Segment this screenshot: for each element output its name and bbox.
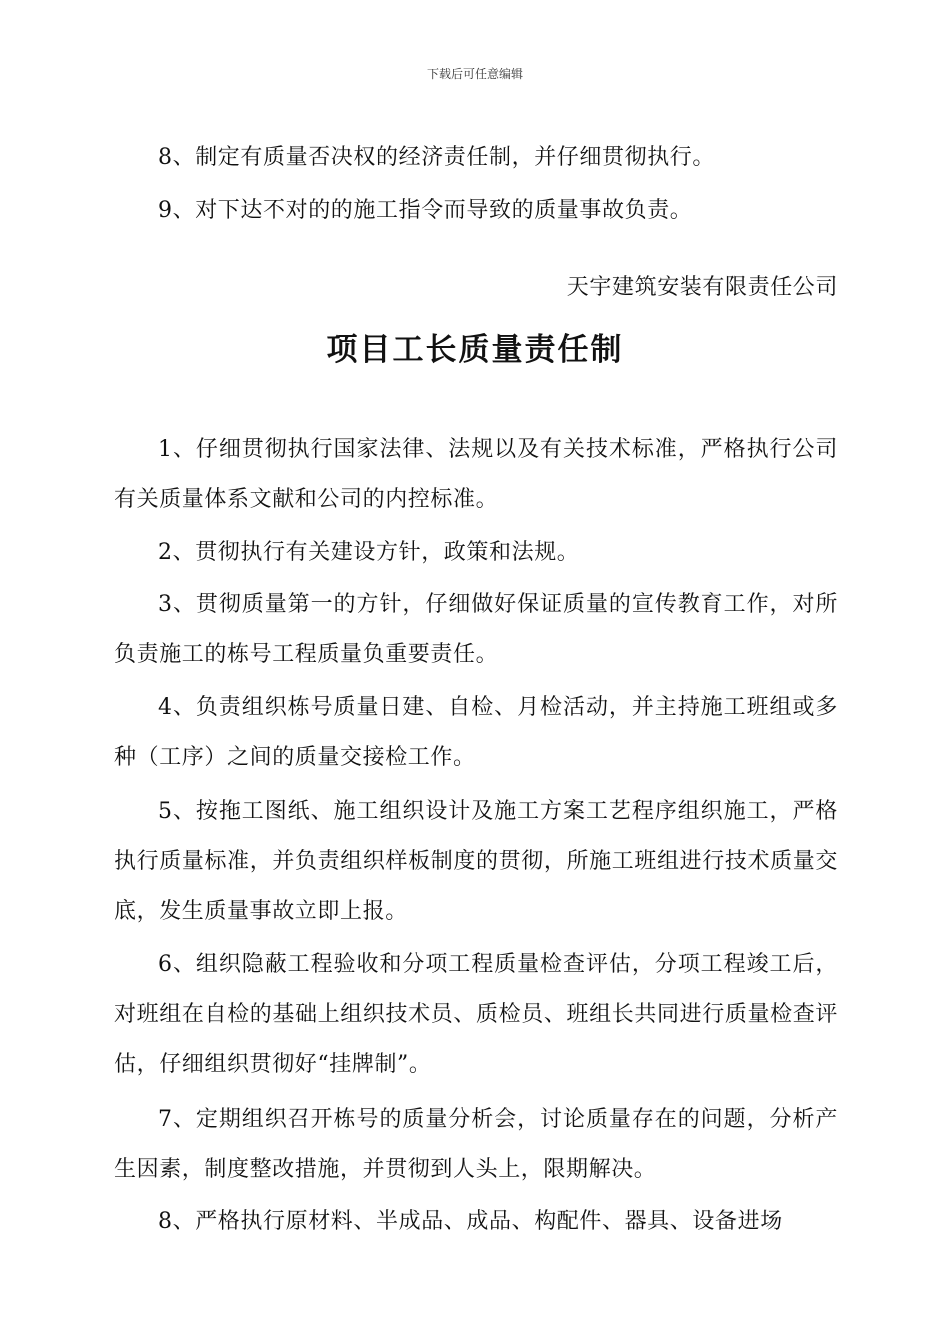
item-3: 3、贯彻质量第一的方针，仔细做好保证质量的宣传教育工作，对所负责施工的栋号工程质量负重要责任。 (114, 592, 838, 667)
item-2: 2、贯彻执行有关建设方针，政策和法规。 (158, 540, 580, 565)
item-8: 8、严格执行原材料、半成品、成品、构配件、器具、设备进场 (158, 1209, 783, 1234)
item-1: 1、仔细贯彻执行国家法律、法规以及有关技术标准，严格执行公司有关质量体系文献和公司的内控标准。 (114, 437, 838, 512)
item-7: 7、定期组织召开栋号的质量分析会，讨论质量存在的问题，分析产生因素，制度整改措施，并贯彻到人头上，限期解决。 (114, 1107, 838, 1182)
prev-item-9: 9、对下达不对的的施工指令而导致的质量事故负责。 (158, 198, 693, 223)
prev-item-8: 8、制定有质量否决权的经济责任制，并仔细贯彻执行。 (158, 145, 715, 170)
item-4: 4、负责组织栋号质量日建、自检、月检活动，并主持施工班组或多种（工序）之间的质量交接检工作。 (114, 695, 838, 770)
section-title: 项目工长质量责任制 (326, 332, 624, 368)
item-5: 5、按拖工图纸、施工组织设计及施工方案工艺程序组织施工，严格执行质量标准，并负责组织样板制度的贯彻，所施工班组进行技术质量交底，发生质量事故立即上报。 (114, 799, 838, 924)
item-6: 6、组织隐蔽工程验收和分项工程质量检查评估，分项工程竣工后，对班组在自检的基础上组织技术员、质检员、班组长共同进行质量检查评估，仔细组织贯彻好“挂牌制”。 (114, 952, 838, 1077)
company-signature: 天宇建筑安装有限责任公司 (566, 275, 838, 300)
page-header-note: 下载后可任意编辑 (426, 67, 523, 81)
